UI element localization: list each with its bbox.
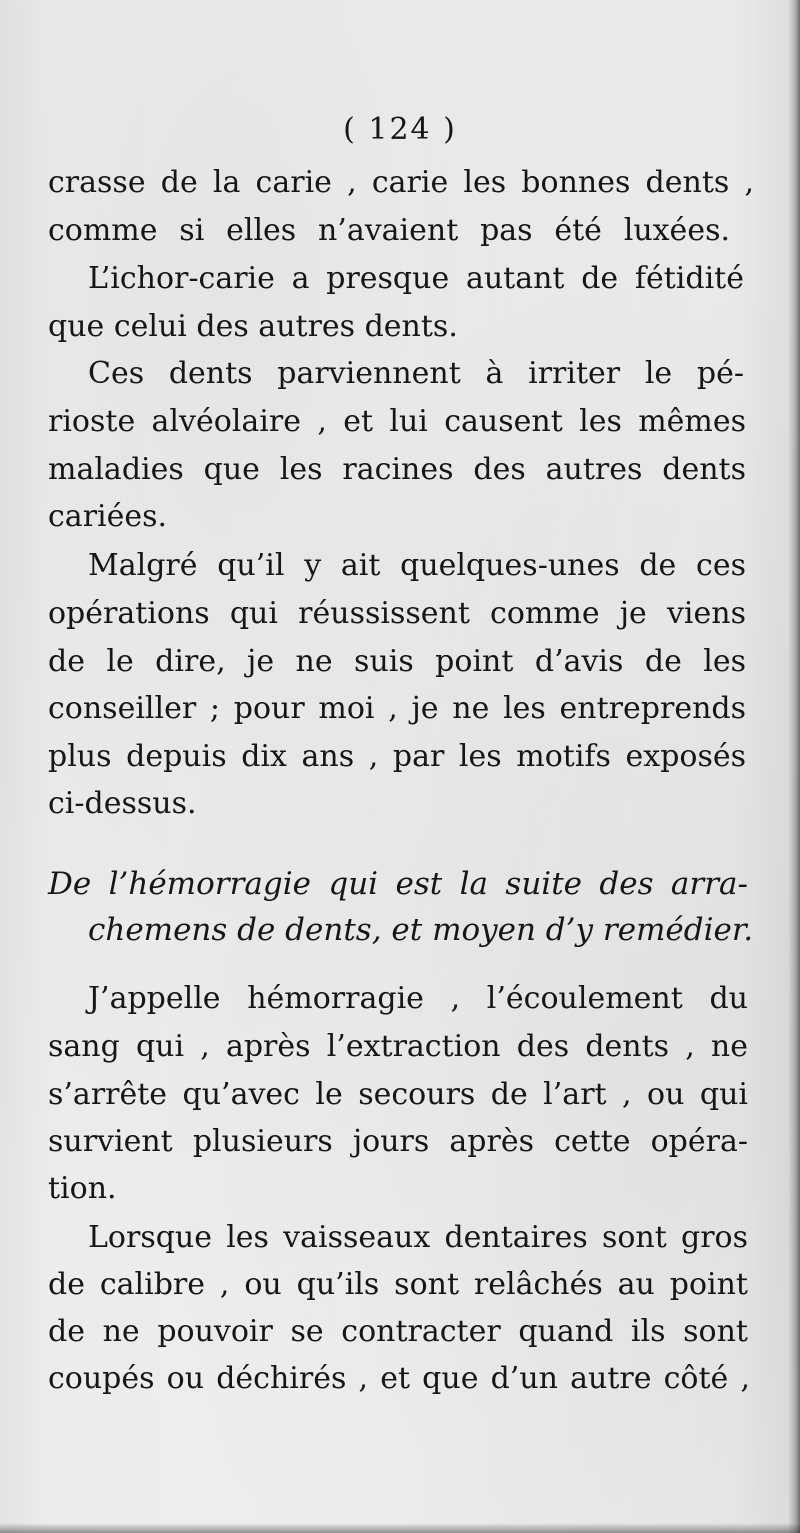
- text-line: J’appelle hémorragie , l’écoulement du: [88, 981, 748, 1016]
- text-line: que celui des autres dents.: [48, 309, 458, 344]
- text-line: opérations qui réussissent comme je viens: [48, 596, 746, 631]
- text-line: de ne pouvoir se contracter quand ils sont: [48, 1314, 748, 1349]
- text-line: plus depuis dix ans , par les motifs exposés: [48, 739, 746, 774]
- text-line: Ces dents parviennent à irriter le pé-: [88, 356, 744, 391]
- text-line: survient plusieurs jours après cette opéra-: [48, 1124, 748, 1159]
- text-line: ci-dessus.: [48, 786, 197, 821]
- section-heading: De l’hémorragie qui est la suite des arra-: [48, 866, 748, 902]
- text-line: tion.: [48, 1171, 117, 1206]
- page-bottom-shadow: [0, 1523, 800, 1533]
- text-line: Lorsque les vaisseaux dentaires sont gros: [88, 1220, 748, 1255]
- page-number: ( 124 ): [343, 112, 457, 147]
- text-line: crasse de la carie , carie les bonnes dents ,: [48, 165, 754, 200]
- text-line: Malgré qu’il y ait quelques-unes de ces: [88, 548, 746, 583]
- text-line: de le dire, je ne suis point d’avis de les: [48, 644, 746, 679]
- text-line: rioste alvéolaire , et lui causent les mêmes: [48, 404, 746, 439]
- text-line: conseiller ; pour moi , je ne les entreprends: [48, 691, 746, 726]
- text-line: sang qui , après l’extraction des dents , ne: [48, 1029, 748, 1064]
- text-line: L’ichor-carie a presque autant de fétidité: [88, 261, 744, 296]
- text-line: comme si elles n’avaient pas été luxées.: [48, 213, 730, 248]
- text-line: maladies que les racines des autres dents: [48, 452, 746, 487]
- text-line: de calibre , ou qu’ils sont relâchés au point: [48, 1267, 748, 1302]
- section-heading: chemens de dents, et moyen d’y remédier.: [88, 912, 754, 948]
- page-edge-shadow: [788, 0, 800, 1533]
- text-line: s’arrête qu’avec le secours de l’art , ou qui: [48, 1077, 748, 1112]
- text-line: coupés ou déchirés , et que d’un autre côté ,: [48, 1361, 750, 1396]
- text-line: cariées.: [48, 499, 168, 534]
